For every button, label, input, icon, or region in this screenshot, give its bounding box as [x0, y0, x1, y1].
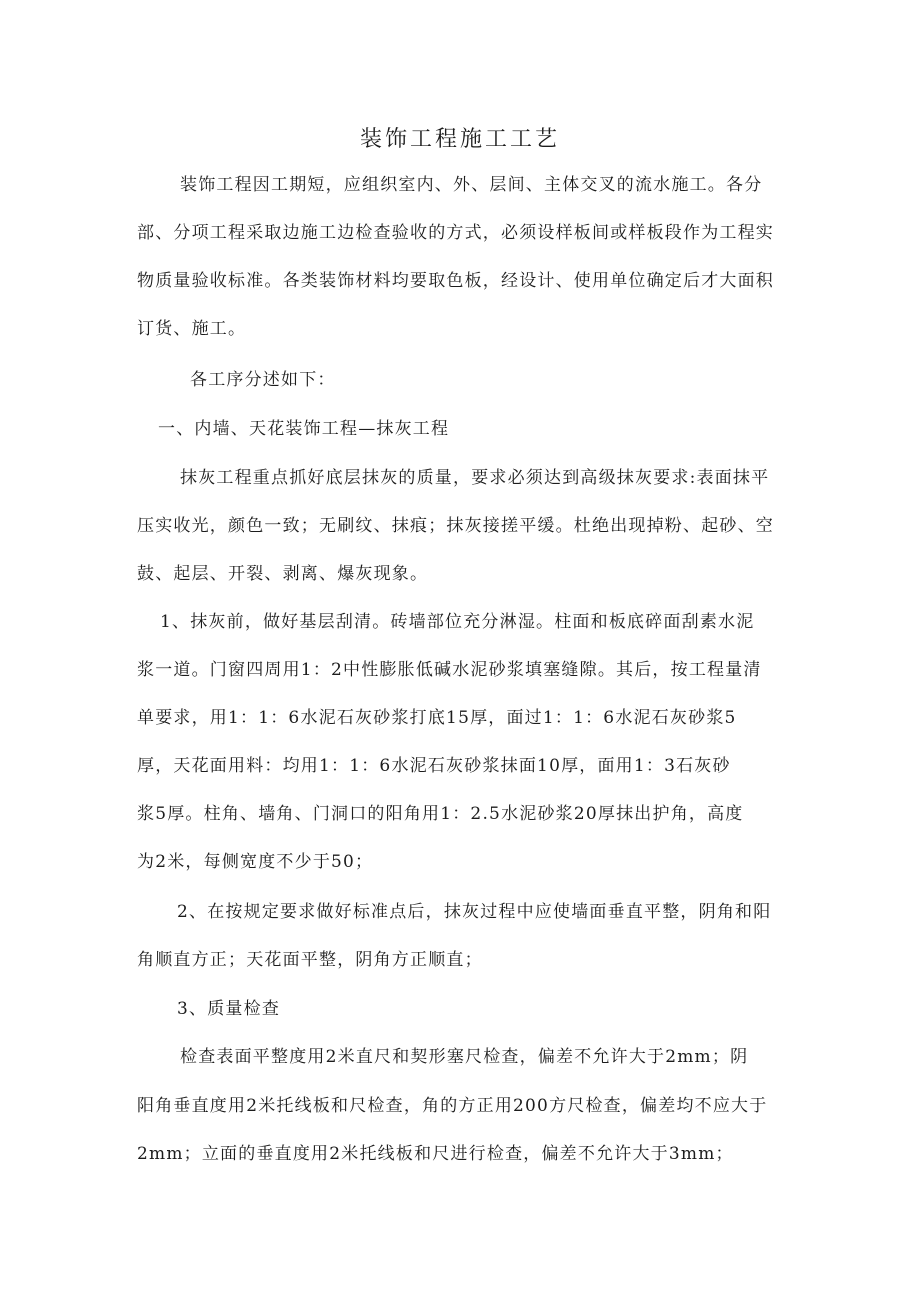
paragraph-line: 装饰工程因工期短，应组织室内、外、层间、主体交叉的流水施工。各分 — [180, 175, 763, 195]
paragraph-line: 阳角垂直度用2米托线板和尺检查，角的方正用200方尺检查，偏差均不应大于 — [137, 1096, 768, 1116]
paragraph-line: 压实收光，颜色一致；无刷纹、抹痕；抹灰接搓平缓。杜绝出现掉粉、起砂、空 — [137, 516, 774, 536]
paragraph-line: 角顺直方正；天花面平整，阴角方正顺直； — [137, 950, 483, 970]
paragraph-line: 单要求，用1：1：6水泥石灰砂浆打底15厚，面过1：1：6水泥石灰砂浆5 — [137, 708, 737, 728]
paragraph-line: 订货、施工。 — [137, 319, 247, 339]
paragraph-line: 各工序分述如下： — [190, 370, 336, 390]
paragraph-line: 抹灰工程重点抓好底层抹灰的质量，要求必须达到高级抹灰要求:表面抹平 — [180, 468, 770, 488]
paragraph-line: 厚，天花面用料：均用1：1：6水泥石灰砂浆抹面10厚，面用1：3石灰砂 — [137, 756, 731, 776]
paragraph-line: 鼓、起层、开裂、剥离、爆灰现象。 — [137, 564, 429, 584]
paragraph-line: 2、在按规定要求做好标准点后，抹灰过程中应使墙面垂直平整，阴角和阳 — [177, 902, 772, 922]
section-heading: 一、内墙、天花装饰工程—抹灰工程 — [158, 419, 450, 439]
document-title: 装饰工程施工工艺 — [359, 127, 560, 152]
paragraph-line: 浆一道。门窗四周用1：2中性膨胀低碱水泥砂浆填塞缝隙。其后，按工程量清 — [137, 660, 762, 680]
paragraph-line: 2mm；立面的垂直度用2米托线板和尺进行检查，偏差不允许大于3mm； — [137, 1144, 734, 1164]
paragraph-line: 浆5厚。柱角、墙角、门洞口的阳角用1：2.5水泥砂浆20厚抹出护角，高度 — [137, 804, 744, 824]
paragraph-line: 部、分项工程采取边施工边检查验收的方式，必须设样板间或样板段作为工程实 — [137, 223, 774, 243]
paragraph-line: 检查表面平整度用2米直尺和契形塞尺检查，偏差不允许大于2mm；阴 — [180, 1047, 749, 1067]
paragraph-line: 为2米，每侧宽度不少于50； — [137, 852, 374, 872]
paragraph-line: 1、抹灰前，做好基层刮清。砖墙部位充分淋湿。柱面和板底碎面刮素水泥 — [160, 612, 755, 632]
paragraph-line: 物质量验收标准。各类装饰材料均要取色板，经设计、使用单位确定后才大面积 — [137, 271, 774, 291]
subsection-heading: 3、质量检查 — [177, 999, 281, 1019]
